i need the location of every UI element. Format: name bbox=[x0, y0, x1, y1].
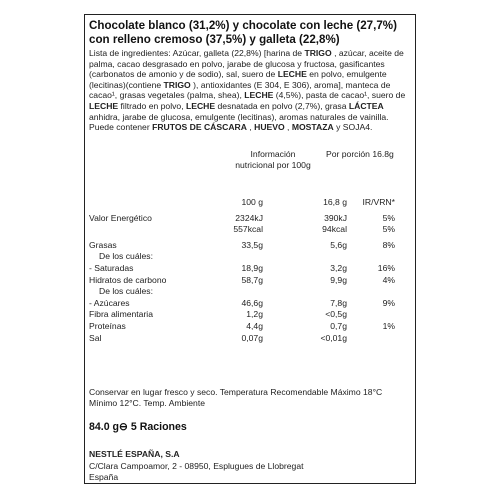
nutrition-cell-a: 33,5g bbox=[241, 239, 263, 250]
nutrition-cell-a: 58,7g bbox=[241, 274, 263, 285]
nutrition-cell-b: 390kJ bbox=[324, 212, 347, 223]
allergen-text: FRUTOS DE CÁSCARA bbox=[152, 122, 247, 133]
allergen-text: LECHE bbox=[277, 69, 307, 80]
nutrition-cell-b: 9,9g bbox=[330, 274, 347, 285]
nutrition-cell-name: Hidratos de carbono bbox=[89, 274, 167, 285]
nutrition-cell-name: De los cuáles: bbox=[99, 251, 153, 262]
nutrition-cell-c: IR/VRN* bbox=[362, 197, 395, 207]
ingredient-text: en polvo, emulgente (lecitinas)(contiene bbox=[89, 69, 387, 90]
nutrition-cell-name: Sal bbox=[89, 332, 102, 343]
nutrition-cell-b: 5,6g bbox=[330, 239, 347, 250]
nutrition-row bbox=[89, 263, 411, 275]
nutrition-cell-b: 3,2g bbox=[330, 262, 347, 273]
company-address: C/Clara Campoamor, 2 - 08950, Esplugues de Llobregat bbox=[89, 460, 304, 471]
nutrition-cell-c: 9% bbox=[382, 297, 395, 308]
nutrition-cell-a: 100 g bbox=[241, 197, 263, 207]
allergen-text: MOSTAZA bbox=[291, 122, 334, 133]
company-info bbox=[89, 449, 304, 484]
ingredient-text: ), antioxidantes (E 304, E 306), aroma], manteca de cacao¹, grasas vegetales (palma, shea), bbox=[89, 79, 391, 101]
nutrition-cell-b: 94kcal bbox=[322, 224, 347, 235]
nutrition-rows bbox=[89, 197, 411, 344]
nutrition-cell-a: 0,07g bbox=[241, 332, 263, 343]
company-name: NESTLÉ ESPAÑA, S.A bbox=[89, 449, 180, 459]
nutrition-header bbox=[89, 149, 411, 197]
nutrition-cell-a: 2324kJ bbox=[235, 212, 263, 223]
nutrition-cell-c: 4% bbox=[382, 274, 395, 285]
allergen-text: LECHE bbox=[244, 90, 274, 101]
nutrition-cell-a: 18,9g bbox=[241, 262, 263, 273]
nutrition-row bbox=[89, 240, 411, 252]
ingredient-text: , bbox=[284, 122, 292, 133]
nutrition-cell-name: De los cuáles: bbox=[99, 286, 153, 297]
ingredient-text: desnatada en polvo (2,7%), grasa bbox=[215, 100, 349, 111]
nutrition-cell-name: - Saturadas bbox=[89, 262, 134, 273]
allergen-text: TRIGO bbox=[163, 79, 191, 90]
ingredient-text: , azúcar, aceite de palma, cacao desgrasado en polvo, jarabe de glucosa y fructosa, gasificantes (carbonatos de amonio y de sodio), sal, suero de bbox=[89, 48, 404, 80]
allergen-text: LÁCTEA bbox=[348, 100, 384, 111]
header-per-portion: Por porción 16.8g bbox=[326, 149, 394, 159]
nutrition-cell-b: 16,8 g bbox=[323, 197, 347, 207]
nutrition-row bbox=[89, 197, 411, 209]
nutrition-cell-name: Fibra alimentaria bbox=[89, 309, 153, 320]
nutrition-row bbox=[89, 286, 411, 298]
nutrition-cell-a: 1,2g bbox=[246, 309, 263, 320]
ingredient-text: filtrado en polvo, bbox=[118, 100, 186, 111]
storage-instructions: Conservar en lugar fresco y seco. Temperatura Recomendable Máximo 18°C Mínimo 12°C. Temp. Ambiente bbox=[89, 387, 383, 408]
ingredient-text: y SOJA4. bbox=[333, 122, 373, 133]
ingredient-text: (4,5%), pasta de cacao¹, suero de bbox=[273, 90, 406, 101]
nutrition-cell-c: 5% bbox=[382, 224, 395, 235]
nutrition-row bbox=[89, 321, 411, 333]
allergen-text: TRIGO bbox=[304, 48, 332, 58]
nutrition-cell-b: 0,7g bbox=[330, 320, 347, 331]
nutrition-cell-c: 1% bbox=[382, 320, 395, 331]
nutrition-cell-a: 557kcal bbox=[233, 224, 263, 235]
nutrition-cell-a: 4,4g bbox=[246, 320, 263, 331]
allergen-text: LECHE bbox=[185, 100, 216, 111]
nutrition-row bbox=[89, 309, 411, 321]
nutrition-table bbox=[89, 149, 411, 344]
nutrition-row bbox=[89, 213, 411, 225]
allergen-text: LECHE bbox=[89, 100, 119, 111]
nutrition-cell-a: 46,6g bbox=[241, 297, 263, 308]
nutrition-cell-c: 16% bbox=[377, 262, 395, 273]
ingredient-text: anhidra, jarabe de glucosa, emulgente (lecitinas), aromas naturales de vainilla. Puede contener bbox=[89, 111, 389, 133]
nutrition-cell-b: <0,01g bbox=[320, 332, 347, 343]
allergen-text: HUEVO bbox=[254, 122, 285, 133]
nutrition-row bbox=[89, 275, 411, 287]
nutrition-row bbox=[89, 224, 411, 236]
nutrition-row bbox=[89, 298, 411, 310]
nutrition-cell-b: <0,5g bbox=[325, 309, 347, 320]
nutrition-cell-b: 7,8g bbox=[330, 297, 347, 308]
nutrition-cell-name: Grasas bbox=[89, 239, 117, 250]
nutrition-cell-name: Proteínas bbox=[89, 320, 126, 331]
product-title: Chocolate blanco (31,2%) y chocolate con leche (27,7%) con relleno cremoso (37,5%) y galleta (22,8%) bbox=[89, 19, 397, 46]
ingredient-text: Lista de ingredientes: Azúcar, galleta (22,8%) [harina de bbox=[89, 48, 305, 58]
nutrition-row bbox=[89, 251, 411, 263]
company-country: España bbox=[89, 472, 119, 483]
nutrition-cell-c: 8% bbox=[382, 239, 395, 250]
ingredients-list bbox=[89, 48, 411, 133]
net-weight: 84.0 g⊖ 5 Raciones bbox=[89, 421, 187, 433]
nutrition-cell-name: - Azúcares bbox=[89, 297, 130, 308]
nutrition-row bbox=[89, 333, 411, 345]
ingredient-text: , bbox=[246, 122, 255, 133]
header-per-100g: Información nutricional por 100g bbox=[235, 149, 311, 170]
nutrition-cell-name: Valor Energético bbox=[89, 212, 152, 223]
nutrition-label bbox=[84, 14, 416, 484]
nutrition-cell-c: 5% bbox=[382, 212, 395, 223]
